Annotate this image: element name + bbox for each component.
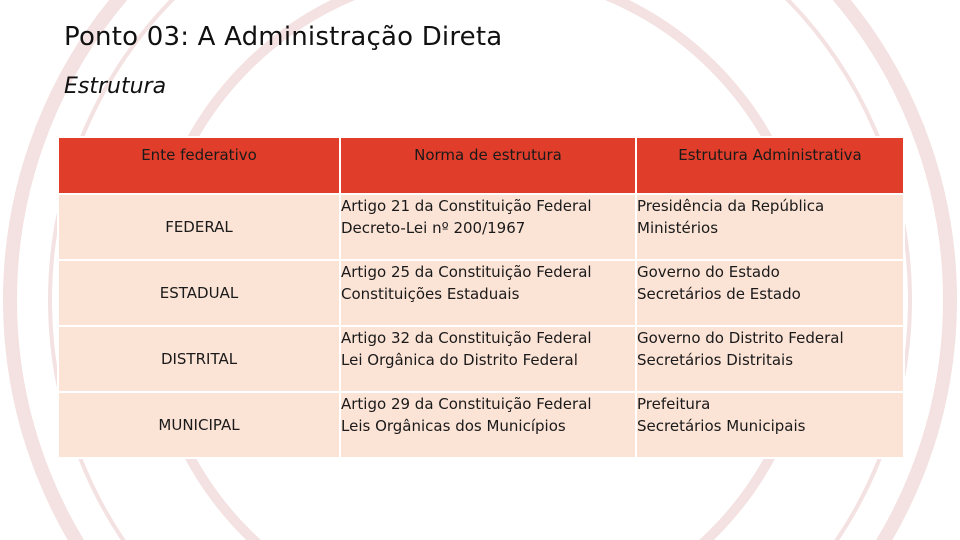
estrutura-line: Governo do Distrito Federal bbox=[637, 329, 844, 347]
norma-line: Artigo 21 da Constituição Federal bbox=[341, 197, 592, 215]
ente-cell: ESTADUAL bbox=[58, 260, 340, 326]
norma-line: Artigo 32 da Constituição Federal bbox=[341, 329, 592, 347]
estrutura-cell bbox=[636, 326, 904, 392]
ente-cell: DISTRITAL bbox=[58, 326, 340, 392]
ente-cell: FEDERAL bbox=[58, 194, 340, 260]
estrutura-cell bbox=[636, 392, 904, 458]
estrutura-line: Governo do Estado bbox=[637, 263, 780, 281]
estrutura-cell bbox=[636, 260, 904, 326]
norma-line: Artigo 29 da Constituição Federal bbox=[341, 395, 592, 413]
table-header-row bbox=[58, 137, 904, 194]
norma-cell bbox=[340, 260, 636, 326]
table-row bbox=[58, 392, 904, 458]
estrutura-line: Ministérios bbox=[637, 219, 719, 237]
norma-cell bbox=[340, 326, 636, 392]
header-estrutura: Estrutura Administrativa bbox=[636, 137, 904, 194]
estrutura-line: Secretários de Estado bbox=[637, 285, 801, 303]
norma-line: Decreto-Lei nº 200/1967 bbox=[341, 219, 526, 237]
estrutura-cell bbox=[636, 194, 904, 260]
header-ente: Ente federativo bbox=[58, 137, 340, 194]
header-norma: Norma de estrutura bbox=[340, 137, 636, 194]
structure-table bbox=[57, 136, 905, 459]
norma-line: Artigo 25 da Constituição Federal bbox=[341, 263, 592, 281]
norma-cell bbox=[340, 392, 636, 458]
table-row bbox=[58, 326, 904, 392]
estrutura-line: Secretários Distritais bbox=[637, 351, 794, 369]
estrutura-line: Secretários Municipais bbox=[637, 417, 806, 435]
slide-title: Ponto 03: A Administração Direta bbox=[64, 22, 503, 52]
slide-subtitle: Estrutura bbox=[64, 74, 167, 99]
norma-cell bbox=[340, 194, 636, 260]
table-row bbox=[58, 194, 904, 260]
norma-line: Lei Orgânica do Distrito Federal bbox=[341, 351, 578, 369]
estrutura-line: Prefeitura bbox=[637, 395, 711, 413]
ente-cell: MUNICIPAL bbox=[58, 392, 340, 458]
table-row bbox=[58, 260, 904, 326]
norma-line: Leis Orgânicas dos Municípios bbox=[341, 417, 566, 435]
norma-line: Constituições Estaduais bbox=[341, 285, 520, 303]
estrutura-line: Presidência da República bbox=[637, 197, 825, 215]
